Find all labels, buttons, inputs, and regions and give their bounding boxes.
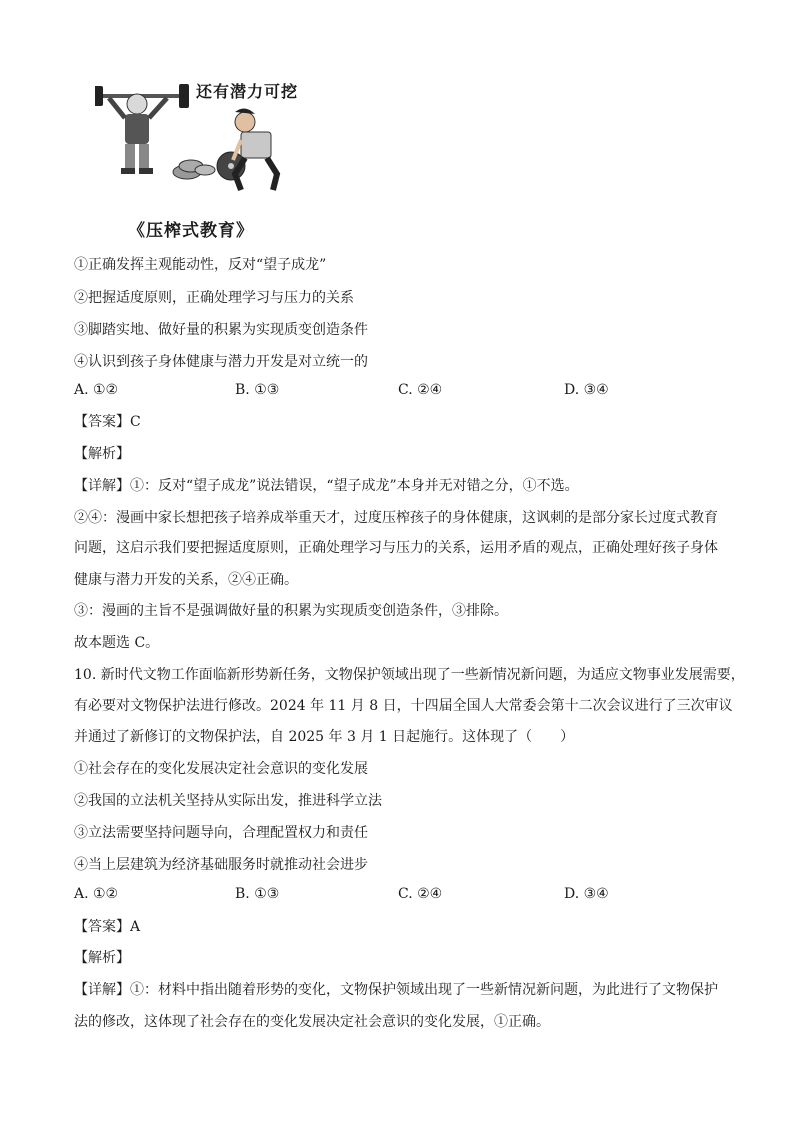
q9-detail-line: ③：漫画的主旨不是强调做好量的积累为实现质变创造条件，③排除。: [74, 603, 508, 619]
q9-statement-2: ②把握适度原则，正确处理学习与压力的关系: [74, 290, 354, 306]
cartoon-caption: 还有潜力可挖: [196, 82, 299, 101]
q9-detail-line: ②④：漫画中家长想把孩子培养成举重天才，过度压榨孩子的身体健康，这讽刺的是部分家长过度式教育: [74, 510, 718, 526]
q9-statement-1: ①正确发挥主观能动性，反对“望子成龙”: [74, 257, 327, 273]
q10-statement-1: ①社会存在的变化发展决定社会意识的变化发展: [74, 761, 368, 777]
q9-option-a: A. ①②: [74, 382, 119, 398]
q9-options: [74, 382, 694, 402]
q10-answer: 【答案】A: [74, 919, 141, 935]
q9-detail-line: 【详解】①：反对“望子成龙”说法错误，“望子成龙”本身并无对错之分，①不选。: [74, 478, 579, 494]
q10-stem-line: 10. 新时代文物工作面临新形势新任务，文物保护领域出现了一些新情况新问题，为适应文物事业发展需要，: [74, 667, 745, 683]
cartoon-title: 《压榨式教育》: [128, 221, 254, 241]
q9-detail-line: 健康与潜力开发的关系，②④正确。: [74, 572, 298, 588]
q10-analysis-label: 【解析】: [74, 950, 130, 966]
q9-statement-4: ④认识到孩子身体健康与潜力开发是对立统一的: [74, 354, 368, 370]
q9-conclusion: 故本题选 C。: [74, 635, 160, 651]
q10-option-a: A. ①②: [74, 886, 119, 902]
q9-option-b: B. ①③: [235, 382, 280, 398]
q9-analysis-label: 【解析】: [74, 446, 130, 462]
q10-stem-line: 有必要对文物保护法进行修改。2024 年 11 月 8 日，十四届全国人大常委会第十二次会议进行了三次审议: [74, 698, 733, 714]
q10-statement-2: ②我国的立法机关坚持从实际出发，推进科学立法: [74, 793, 382, 809]
q10-options: [74, 886, 694, 906]
q10-statement-3: ③立法需要坚持问题导向，合理配置权力和责任: [74, 825, 368, 841]
q10-statement-4: ④当上层建筑为经济基础服务时就推动社会进步: [74, 857, 368, 873]
q10-option-d: D. ③④: [564, 886, 609, 902]
q10-detail-line: 【详解】①：材料中指出随着形势的变化，文物保护领域出现了一些新情况新问题，为此进行了文物保护: [74, 982, 718, 998]
q9-detail-line: 问题，这启示我们要把握适度原则，正确处理学习与压力的关系，运用矛盾的观点，正确处理好孩子身体: [74, 540, 718, 556]
q10-option-b: B. ①③: [235, 886, 280, 902]
q9-statement-3: ③脚踏实地、做好量的积累为实现质变创造条件: [74, 322, 368, 338]
q10-detail-line: 法的修改，这体现了社会存在的变化发展决定社会意识的变化发展，①正确。: [74, 1014, 550, 1030]
q10-stem-line: 并通过了新修订的文物保护法，自 2025 年 3 月 1 日起施行。这体现了（ ）: [74, 729, 575, 745]
q9-option-d: D. ③④: [564, 382, 609, 398]
q9-option-c: C. ②④: [398, 382, 443, 398]
q10-option-c: C. ②④: [398, 886, 443, 902]
q9-answer: 【答案】C: [74, 414, 141, 430]
